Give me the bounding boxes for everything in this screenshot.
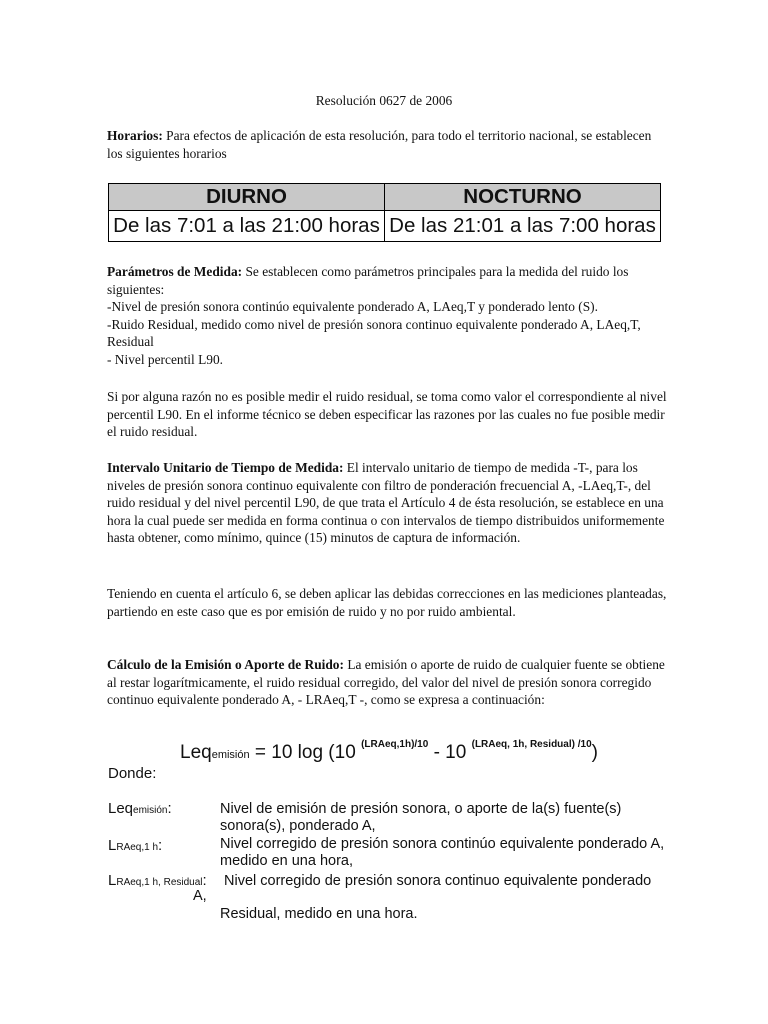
definition-term-sub: RAeq,1 h, Residual: [116, 877, 203, 888]
schedule-cell-diurno: De las 7:01 a las 21:00 horas: [109, 211, 385, 242]
definition-desc-cont: A,: [193, 888, 207, 904]
donde-label: Donde:: [108, 765, 157, 782]
formula-exp2: (LRAeq, 1h, Residual) /10: [471, 739, 592, 750]
calculo-paragraph: [107, 656, 667, 709]
definition-term: [108, 800, 172, 817]
definition-term-sub: RAeq,1 h: [116, 842, 159, 853]
formula-eq: = 10 log (10: [249, 742, 362, 763]
schedule-header-row: [109, 184, 661, 211]
definition-desc: Nivel corregido de presión sonora continuo equivalente ponderado: [224, 873, 652, 889]
definition-term: [108, 837, 162, 854]
definition-term-main: L: [108, 837, 117, 854]
formula-close: ): [591, 742, 598, 763]
parametros-text: Se establecen como parámetros principales para la medida del ruido los siguientes:: [107, 264, 629, 297]
parametros-label: Parámetros de Medida:: [107, 264, 243, 279]
definition-term-sub: emisión: [133, 805, 168, 816]
intervalo-label: Intervalo Unitario de Tiempo de Medida:: [107, 460, 344, 475]
emission-formula: [180, 739, 598, 764]
definition-term: [108, 872, 207, 889]
schedule-header-nocturno: NOCTURNO: [385, 184, 661, 211]
parametros-section: [107, 263, 667, 368]
definition-term-main: Leq: [108, 800, 134, 817]
definition-term-colon: :: [202, 872, 207, 889]
definition-term-main: L: [108, 872, 117, 889]
calculo-text: La emisión o aporte de ruido de cualquier fuente se obtiene al restar logarítmicamente, el ruido residual corregido, del valor del nivel de presión sonora corregido continuo equivalente ponderado A, - LRAeq,T -, como se expresa a continuación:: [107, 657, 665, 707]
definition-term-colon: :: [167, 800, 172, 817]
document-title: Resolución 0627 de 2006: [315, 93, 453, 108]
formula-lhs: Leq: [180, 742, 212, 763]
definition-term-colon: :: [158, 837, 163, 854]
calculo-label: Cálculo de la Emisión o Aporte de Ruido:: [107, 657, 344, 672]
parametros-item: - Nivel percentil L90.: [107, 351, 224, 367]
definition-desc: Nivel corregido de presión sonora continúo equivalente ponderado A, medido en una hora,: [220, 836, 729, 869]
schedule-cell-nocturno: De las 21:01 a las 7:00 horas: [385, 211, 661, 242]
schedule-header-diurno: DIURNO: [109, 184, 385, 211]
intervalo-text: El intervalo unitario de tiempo de medida -T-, para los niveles de presión sonora continuo equivalente con filtro de ponderación frecuencial A, -LAeq,T-, del ruido residual y del nivel percentil L90, de que trata el Artículo 4 de ésta resolución, se establece en una hora la cual puede ser medida en forma continua o con intervalos de tiempo distribuidos uniformemente hasta obtener, como mínimo, quince (15) minutos de captura de información.: [107, 460, 665, 545]
formula-mid: - 10: [428, 742, 472, 763]
horarios-text: Para efectos de aplicación de esta resolución, para todo el territorio nacional, se establecen los siguientes horarios: [107, 128, 652, 161]
residual-paragraph: Si por alguna razón no es posible medir el ruido residual, se toma como valor el correspondiente al nivel percentil L90. En el informe técnico se deben especificar las razones por las cuales no fue posible medir el ruido residual.: [107, 389, 667, 439]
definition-desc: Nivel de emisión de presión sonora, o aporte de la(s) fuente(s) sonora(s), ponderado A,: [220, 801, 622, 834]
horarios-paragraph: [107, 127, 667, 162]
articulo-paragraph: Teniendo en cuenta el artículo 6, se deben aplicar las debidas correcciones en las mediciones planteadas, partiendo en este caso que es por emisión de ruido y no por ruido ambiental.: [107, 586, 667, 619]
definition-desc-cont: Residual, medido en una hora.: [220, 906, 418, 922]
formula-lhs-sub: emisión: [211, 749, 250, 761]
schedule-table: [108, 183, 661, 242]
formula-exp1: (LRAeq,1h)/10: [361, 739, 429, 750]
parametros-item: -Nivel de presión sonora continúo equivalente ponderado A, LAeq,T y ponderado lento (S).: [107, 299, 598, 314]
schedule-row: [109, 211, 661, 242]
parametros-item: -Ruido Residual, medido como nivel de presión sonora continuo equivalente ponderado A, LAeq,T, Residual: [107, 316, 641, 349]
intervalo-paragraph: [107, 459, 667, 547]
horarios-label: Horarios:: [107, 128, 163, 143]
